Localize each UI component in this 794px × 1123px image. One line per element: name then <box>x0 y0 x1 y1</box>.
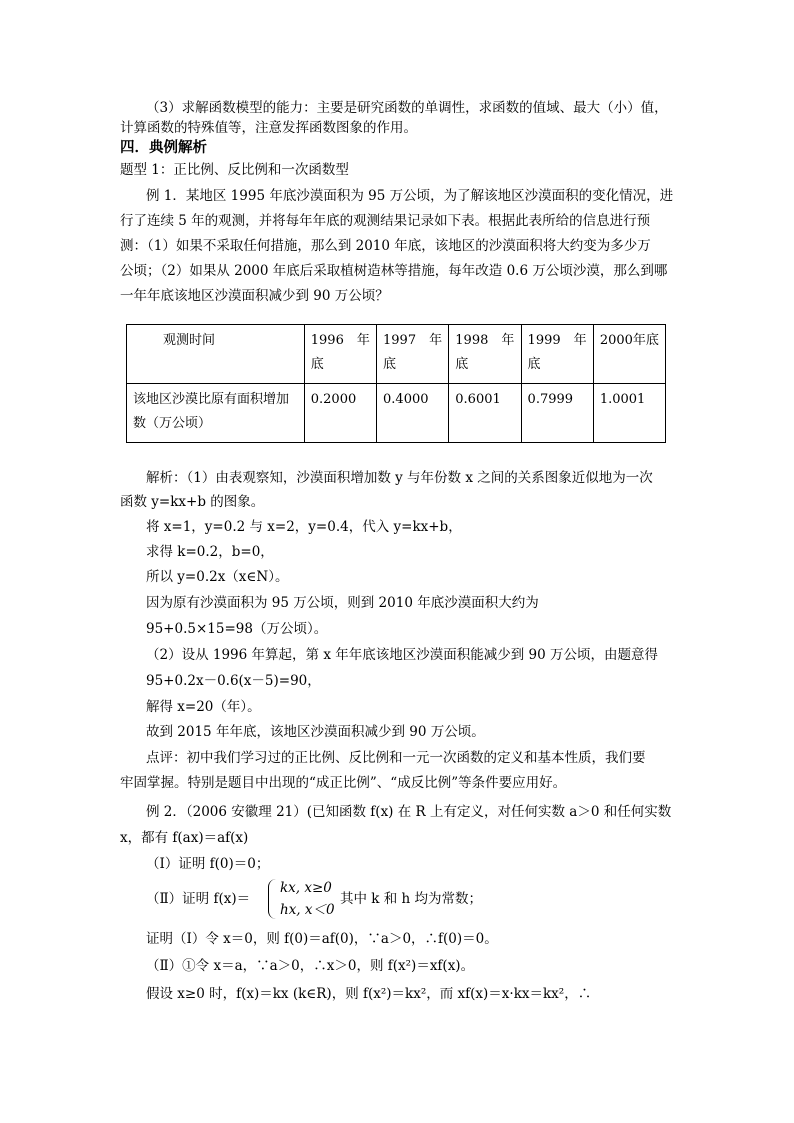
table-cell: 1999 年底 <box>521 325 593 384</box>
text-line: 行了连续 5 年的观测，并将每年年底的观测结果记录如下表。根据此表所给的信息进行预 <box>120 213 651 229</box>
text-line: 求得 k=0.2，b=0， <box>146 544 274 560</box>
table-cell: 1998 年底 <box>449 325 521 384</box>
text-line: 证明（Ⅰ）令 x＝0，则 f(0)＝af(0)，∵a＞0，∴f(0)＝0。 <box>146 931 498 947</box>
text-line: （3）求解函数模型的能力：主要是研究函数的单调性，求函数的值域、最大（小）值， <box>146 100 668 116</box>
text-line: 牢固掌握。特别是题目中出现的“成正比例”、“成反比例”等条件要应用好。 <box>120 775 567 791</box>
text-line: 故到 2015 年年底，该地区沙漠面积减少到 90 万公顷。 <box>146 724 485 740</box>
text-line: 计算函数的特殊值等，注意发挥函数图象的作用。 <box>120 120 417 136</box>
text-line: （2）设从 1996 年算起，第 x 年年底该地区沙漠面积能减少到 90 万公顷，由题意得 <box>146 647 658 663</box>
text-line: x，都有 f(ax)＝af(x) <box>120 830 249 846</box>
text-line: 例 1．某地区 1995 年底沙漠面积为 95 万公顷，为了解该地区沙漠面积的变化情况，进 <box>146 188 674 204</box>
table-cell: 0.6001 <box>449 384 521 443</box>
text-line: 假设 x≥0 时，f(x)＝kx (k∈R)，则 f(x²)＝kx²，而 xf(x)＝x·kx＝kx²，∴ <box>146 986 592 1002</box>
text-line: 其中 k 和 h 均为常数； <box>340 891 483 907</box>
text-line: 测：（1）如果不采取任何措施，那么到 2010 年底，该地区的沙漠面积将大约变为多少万 <box>120 238 651 254</box>
text-line: 解析：（1）由表观察知，沙漠面积增加数 y 与年份数 x 之间的关系图象近似地为一次 <box>146 470 653 486</box>
text-line: 95+0.5×15=98（万公顷）。 <box>146 621 328 637</box>
text-line: （Ⅱ）证明 f(x)＝ <box>146 891 251 907</box>
piecewise-case: kx, x≥0 <box>280 880 332 896</box>
text-line: 点评：初中我们学习过的正比例、反比例和一元一次函数的定义和基本性质，我们要 <box>146 750 646 766</box>
text-line: 公顷；（2）如果从 2000 年底后采取植树造林等措施，每年改造 0.6 万公顷沙漠，那么到哪 <box>120 263 668 279</box>
piecewise-case: hx, x＜0 <box>280 902 335 918</box>
table-cell: 0.4000 <box>377 384 449 443</box>
table-cell: 0.2000 <box>304 384 376 443</box>
table-cell: 该地区沙漠比原有面积增加数（万公顷） <box>127 384 305 443</box>
table-row <box>127 384 666 443</box>
table-cell: 2000年底 <box>593 325 665 384</box>
text-line: 解得 x=20（年）。 <box>146 699 261 715</box>
table-cell: 0.7999 <box>521 384 593 443</box>
text-line: 一年年底该地区沙漠面积减少到 90 万公顷？ <box>120 288 389 304</box>
text-line: 例 2．（2006 安徽理 21）(已知函数 f(x) 在 R 上有定义，对任何实数 a＞0 和任何实数 <box>146 804 672 820</box>
table-cell: 观测时间 <box>127 325 305 384</box>
text-line: 函数 y=kx+b 的图象。 <box>120 494 265 510</box>
text-line: 所以 y=0.2x（x∈N）。 <box>146 569 289 585</box>
text-line: （Ⅰ）证明 f(0)＝0； <box>146 856 270 872</box>
table-cell: 1996 年底 <box>304 325 376 384</box>
text-line: 将 x=1，y=0.2 与 x=2，y=0.4，代入 y=kx+b， <box>146 519 462 535</box>
text-line: 95+0.2x－0.6(x－5)=90， <box>146 673 321 689</box>
table-header-row <box>127 325 666 384</box>
text-line: （Ⅱ）①令 x＝a，∵a＞0，∴x＞0，则 f(x²)＝xf(x)。 <box>146 958 475 974</box>
piecewise-brace <box>268 879 277 919</box>
text-line: 因为原有沙漠面积为 95 万公顷，则到 2010 年底沙漠面积大约为 <box>146 595 539 611</box>
table-cell: 1997 年底 <box>377 325 449 384</box>
table-cell: 1.0001 <box>593 384 665 443</box>
text-line: 题型 1：正比例、反比例和一次函数型 <box>120 162 349 178</box>
section-heading: 四．典例解析 <box>120 139 207 156</box>
observation-table <box>126 324 666 443</box>
